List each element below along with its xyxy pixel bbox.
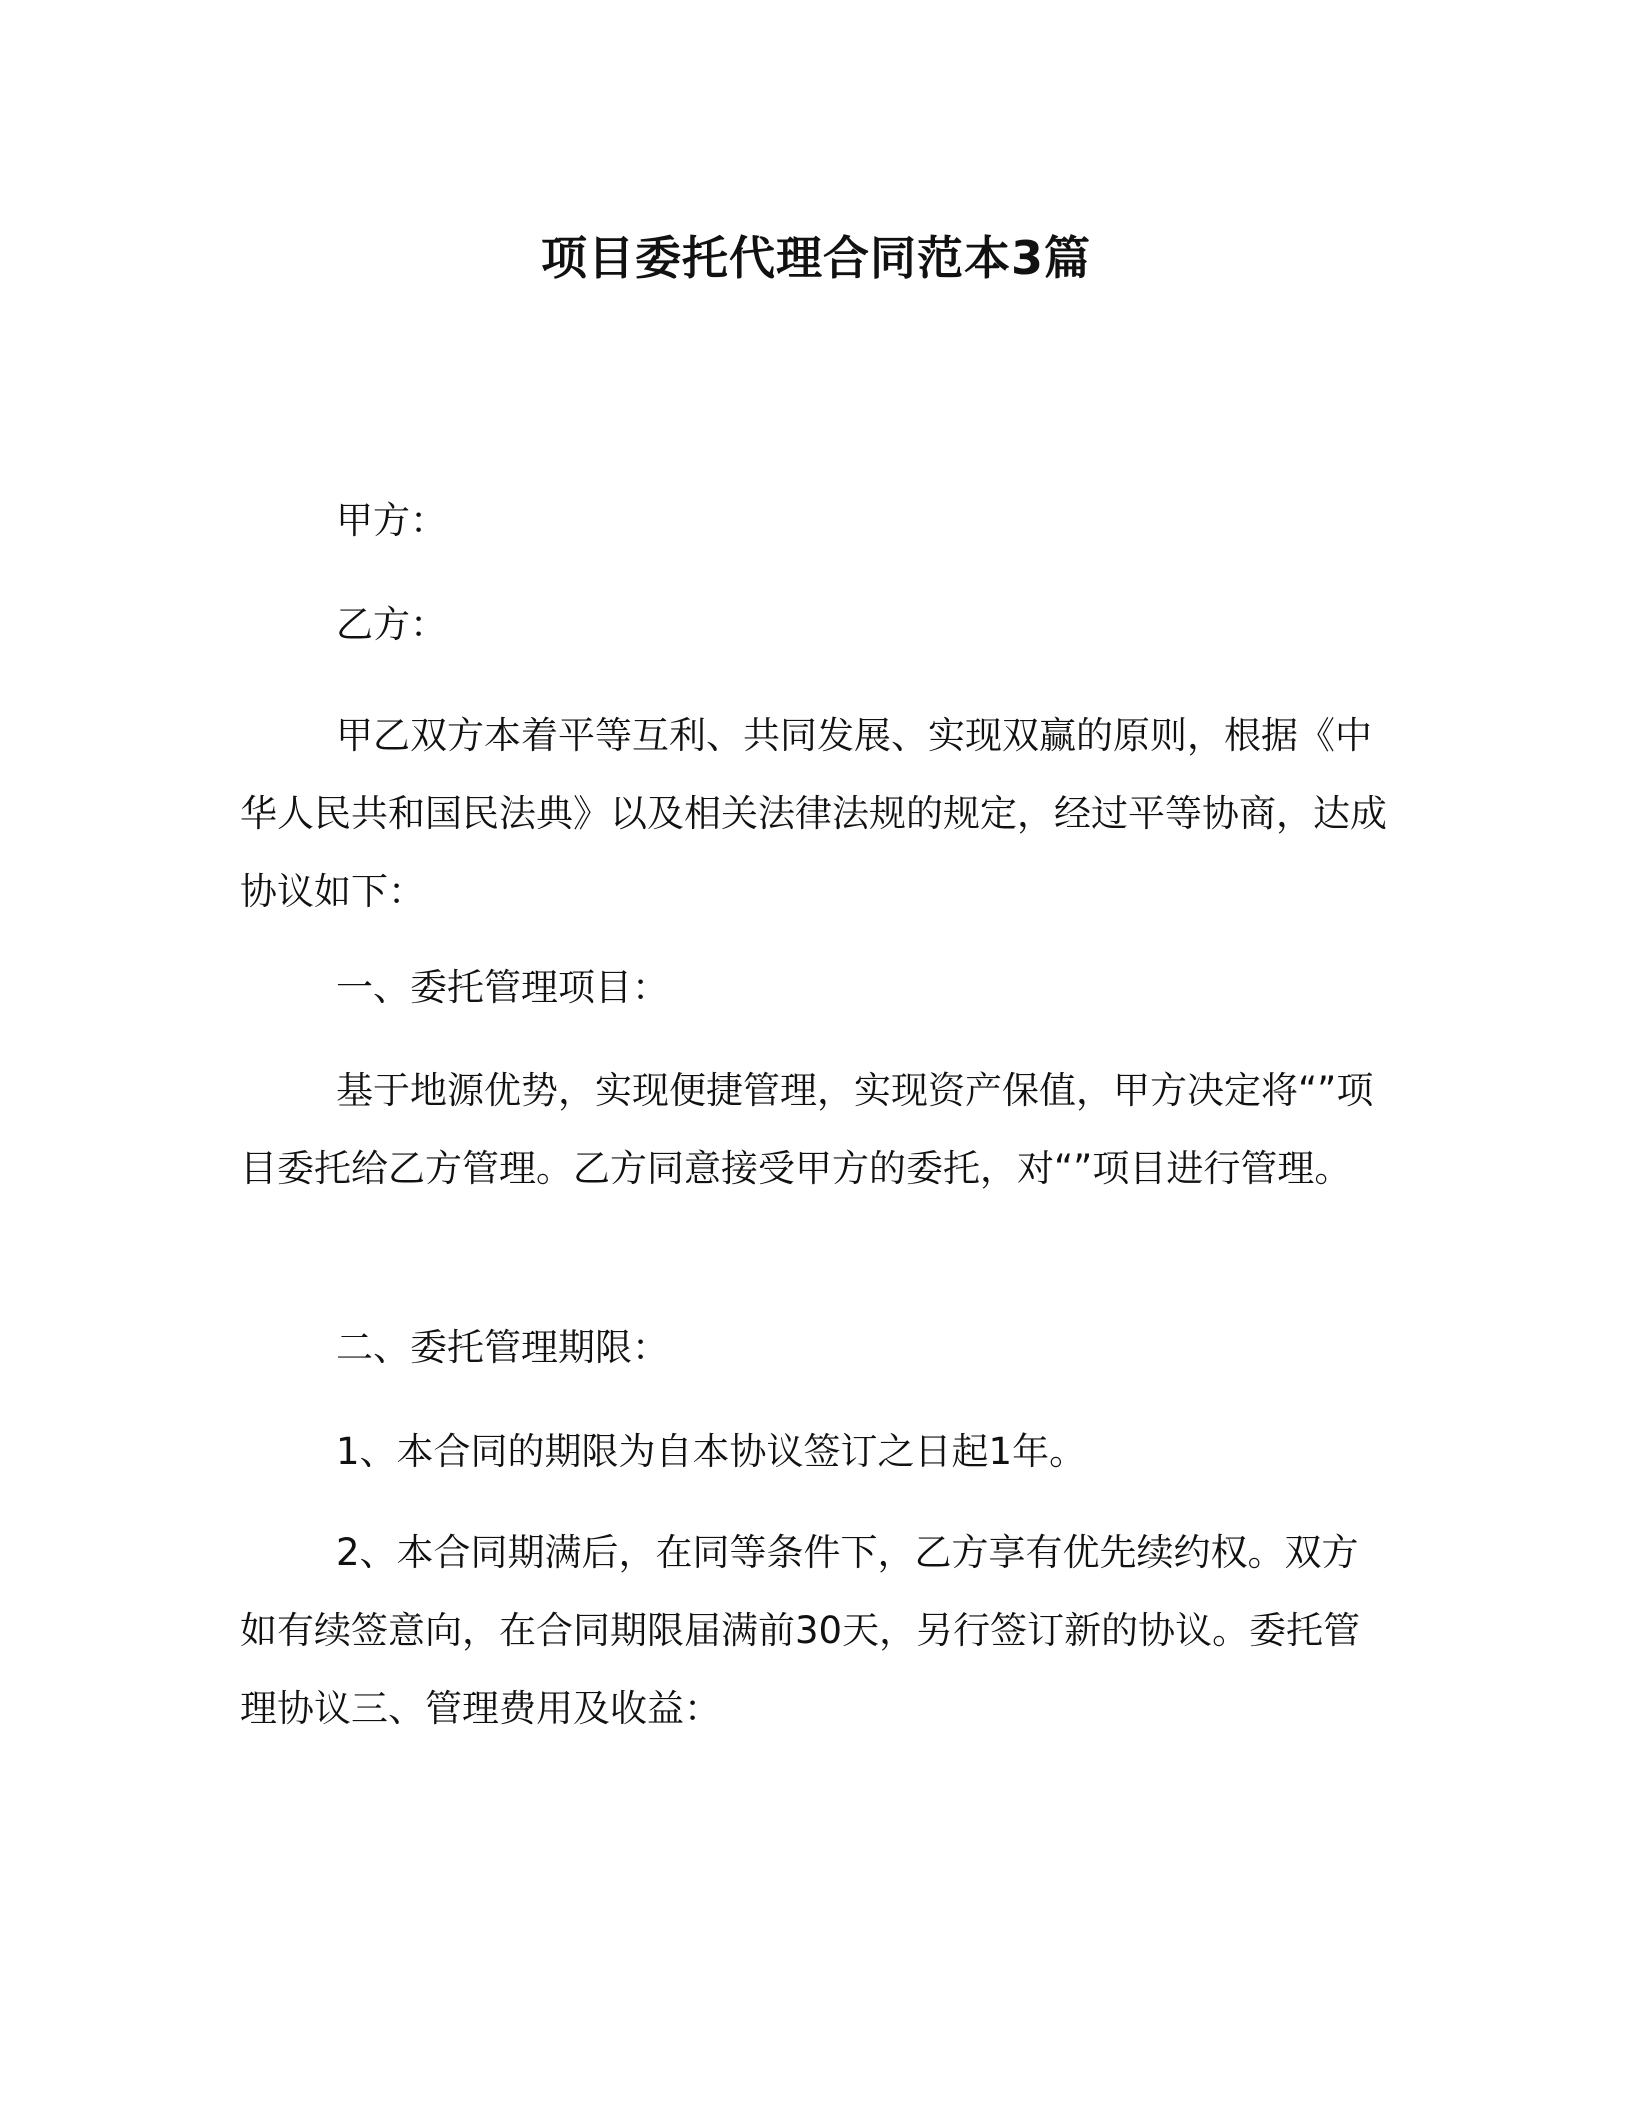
preamble-paragraph: 甲乙双方本着平等互利、共同发展、实现双赢的原则，根据《中华人民共和国民法典》以及相关法律法规的规定，经过平等协商，达成协议如下： bbox=[240, 714, 1387, 913]
clause-2-2: 2、本合同期满后，在同等条件下，乙方享有优先续约权。双方如有续签意向，在合同期限届满前30天，另行签订新的协议。委托管理协议三、管理费用及收益： bbox=[240, 1531, 1361, 1730]
section-1-paragraph: 基于地源优势，实现便捷管理，实现资产保值，甲方决定将“”项目委托给乙方管理。乙方同意接受甲方的委托，对“”项目进行管理。 bbox=[240, 1069, 1374, 1190]
party-a-line: 甲方： bbox=[336, 499, 447, 542]
document-title: 项目委托代理合同范本3篇 bbox=[540, 231, 1091, 285]
section-heading-1: 一、委托管理项目： bbox=[336, 966, 669, 1009]
section-heading-2: 二、委托管理期限： bbox=[336, 1326, 669, 1369]
clause-2-1: 1、本合同的期限为自本协议签订之日起1年。 bbox=[336, 1430, 1087, 1473]
party-b-line: 乙方： bbox=[336, 603, 447, 646]
